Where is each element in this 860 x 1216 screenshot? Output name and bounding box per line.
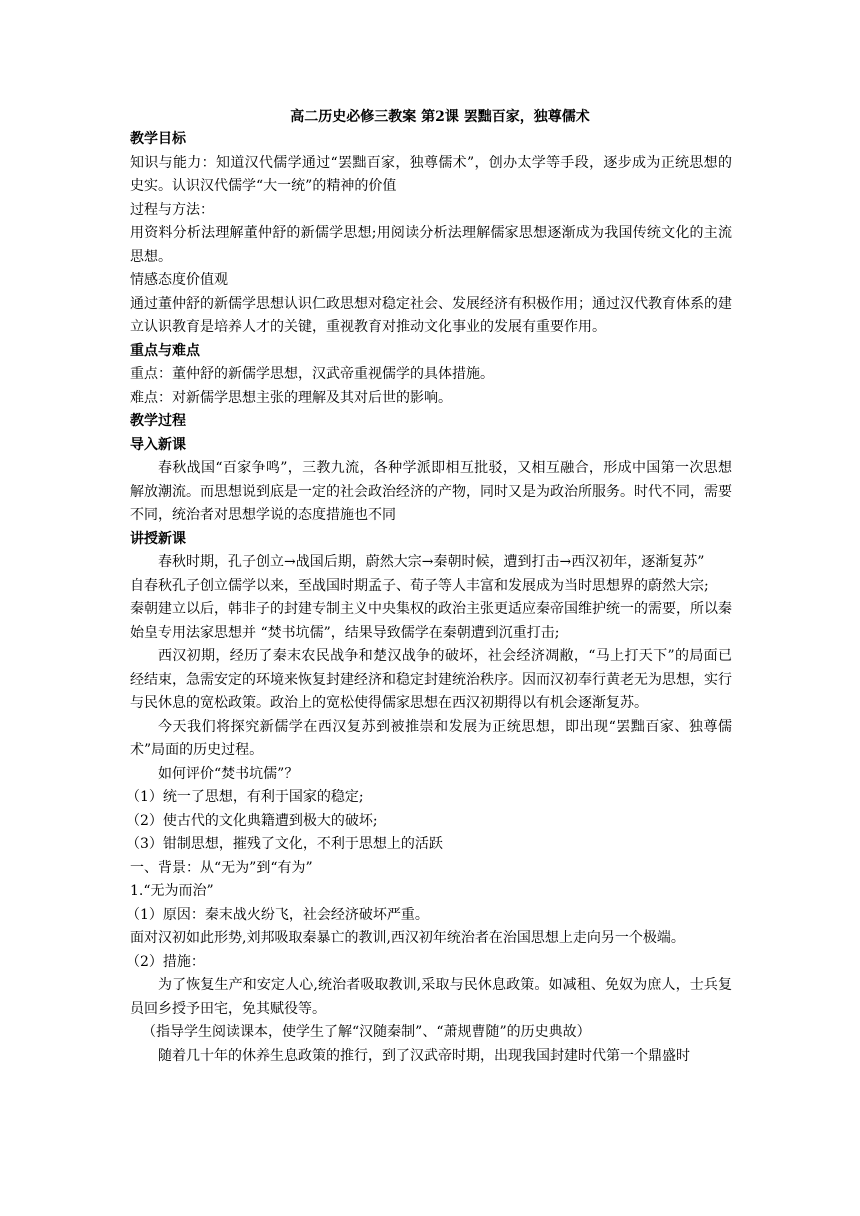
goals-knowledge: 知识与能力：知道汉代儒学通过“罢黜百家，独尊儒术”，创办太学等手段，逐步成为正统思想的史实。认识汉代儒学“大一统”的精神的价值 bbox=[130, 154, 732, 194]
evaluation-question: 如何评价“焚书坑儒”？ bbox=[158, 765, 299, 782]
lecture-paragraph-1: 春秋时期，孔子创立→战国后期，蔚然大宗→秦朝时候，遭到打击→西汉初年，逐渐复苏” bbox=[158, 554, 705, 570]
lecture-paragraph-4: 西汉初期，经历了秦末农民战争和楚汉战争的破坏，社会经济凋敝，“马上打天下”的局面已经结束，急需安定的环境来恢复封建经济和稳定封建统治秩序。因而汉初奉行黄老无为思想，实行与民休息的宽松政策。政治上的宽松使得儒家思想在西汉初期得以有机会逐渐复苏。 bbox=[130, 648, 732, 711]
intro-paragraph: 春秋战国“百家争鸣”，三教九流，各种学派即相互批驳，又相互融合，形成中国第一次思想解放潮流。而思想说到底是一定的社会政治经济的产物，同时又是为政治所服务。时代不同，需要不同，统治者对思想学说的态度措施也不同 bbox=[130, 460, 732, 523]
lecture-heading: 讲授新课 bbox=[130, 530, 186, 547]
lecture-paragraph-2: 自春秋孔子创立儒学以来，至战国时期孟子、荀子等人丰富和发展成为当时思想界的蔚然大宗; bbox=[130, 577, 709, 594]
evaluation-answer: （2）使古代的文化典籍遭到极大的破坏; bbox=[126, 812, 378, 829]
goals-heading: 教学目标 bbox=[130, 131, 186, 147]
keypoints-difficulty: 难点：对新儒学思想主张的理解及其对后世的影响。 bbox=[130, 389, 452, 406]
keypoints-focus: 重点：董仲舒的新儒学思想，汉武帝重视儒学的具体措施。 bbox=[130, 366, 494, 382]
document-page bbox=[126, 106, 732, 1068]
cause-line: （1）原因：秦末战火纷飞，社会经济破坏严重。 bbox=[126, 906, 429, 923]
evaluation-answer: （1）统一了思想，有利于国家的稳定; bbox=[126, 789, 364, 805]
section-heading: 一、背景：从“无为”到“有为” bbox=[130, 859, 313, 876]
page-title: 高二历史必修三教案 第2课 罢黜百家，独尊儒术 bbox=[290, 109, 590, 125]
cause-detail: 面对汉初如此形势,刘邦吸取秦暴亡的教训,西汉初年统治者在治国思想上走向另一个极端。 bbox=[130, 930, 685, 946]
intro-heading: 导入新课 bbox=[130, 436, 186, 453]
evaluation-answer: （3）钳制思想，摧残了文化，不利于思想上的活跃 bbox=[126, 836, 443, 852]
measures-label: （2）措施： bbox=[126, 953, 205, 970]
goals-process-label: 过程与方法： bbox=[130, 201, 214, 218]
keypoints-heading: 重点与难点 bbox=[130, 342, 200, 359]
goals-emotion-label: 情感态度价值观 bbox=[130, 272, 228, 288]
goals-process: 用资料分析法理解董仲舒的新儒学思想;用阅读分析法理解儒家思想逐渐成为我国传统文化的主流思想。 bbox=[130, 225, 732, 265]
measures-paragraph: 为了恢复生产和安定人心,统治者吸取教训,采取与民休息政策。如减租、免奴为庶人，士兵复员回乡授予田宅，免其赋役等。 bbox=[130, 977, 732, 1017]
goals-emotion: 通过董仲舒的新儒学思想认识仁政思想对稳定社会、发展经济有积极作用；通过汉代教育体系的建立认识教育是培养人才的关键，重视教育对推动文化事业的发展有重要作用。 bbox=[130, 295, 732, 335]
teacher-guide-note: （指导学生阅读课本，使学生了解“汉随秦制”、“萧规曹随”的历史典故） bbox=[142, 1024, 591, 1040]
closing-paragraph: 随着几十年的休养生息政策的推行，到了汉武帝时期，出现我国封建时代第一个鼎盛时 bbox=[158, 1047, 690, 1064]
lecture-paragraph-5: 今天我们将探究新儒学在西汉复苏到被推崇和发展为正统思想，即出现“罢黜百家、独尊儒术”局面的历史过程。 bbox=[130, 718, 732, 758]
lecture-paragraph-3: 秦朝建立以后，韩非子的封建专制主义中央集权的政治主张更适应秦帝国维护统一的需要，所以秦始皇专用法家思想并 “焚书坑儒”，结果导致儒学在秦朝遭到沉重打击; bbox=[130, 601, 732, 641]
subsection-heading: 1.“无为而治” bbox=[130, 883, 214, 899]
process-heading: 教学过程 bbox=[130, 413, 186, 429]
